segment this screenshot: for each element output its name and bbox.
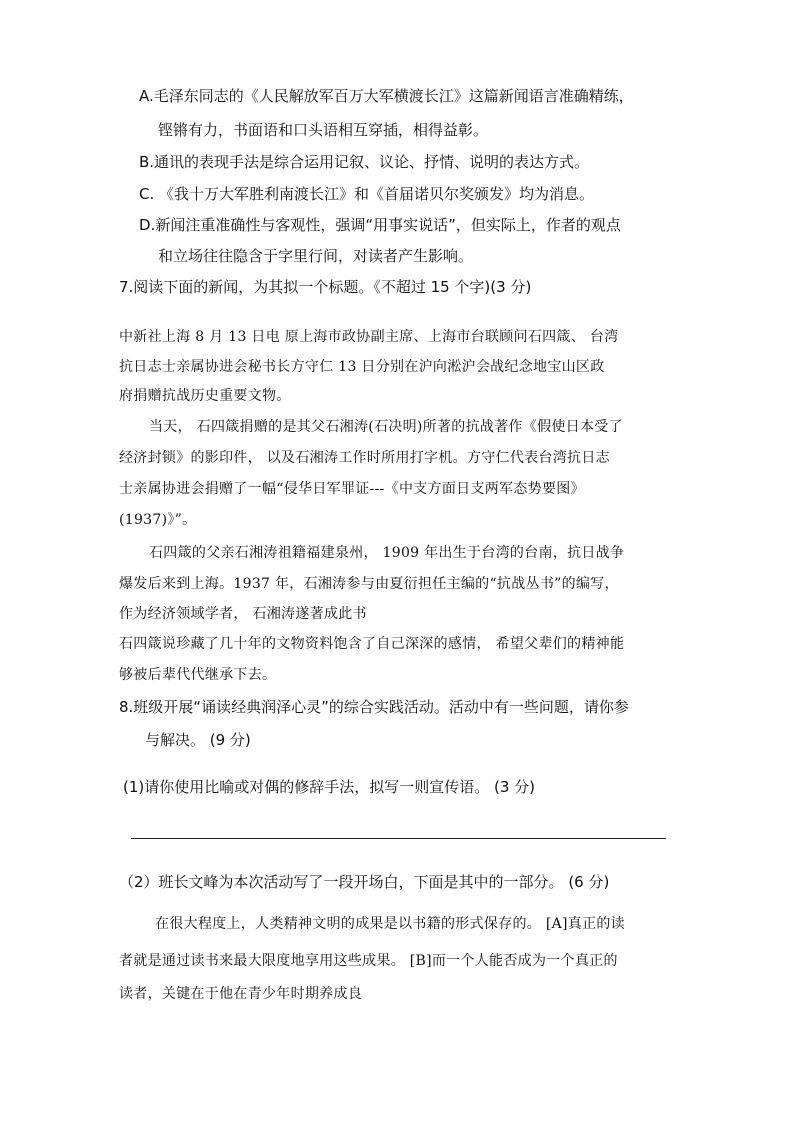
news-line: 够被后辈代代继承下去。 [119,667,277,683]
option-a-line-1: A.毛泽东同志的《人民解放军百万大军横渡长江》这篇新闻语言准确精练， [139,87,634,105]
question-8-prompt-line-1: 8.班级开展“诵读经典润泽心灵”的综合实践活动。活动中有一些问题，请你参 [119,698,629,716]
option-c: C. 《我十万大军胜利南渡长江》和《首届诺贝尔奖颁发》均为消息。 [139,185,595,203]
question-8-prompt-line-2: 与解决。 (9 分) [145,731,251,749]
option-b: B.通讯的表现手法是综合运用记叙、议论、抒情、说明的表达方式。 [139,153,590,171]
passage-line: 读者，关键在于他在青少年时期养成良 [119,986,363,1002]
news-line: 石四箴说珍藏了几十年的文物资料饱含了自己深深的感情， 希望父辈们的精神能 [119,636,625,652]
news-line: 石四箴的父亲石湘涛祖籍福建泉州， 1909 年出生于台湾的台南，抗日战争 [149,545,625,561]
option-a-line-2: 铿锵有力，书面语和口头语相互穿插，相得益彰。 [158,121,489,139]
news-line: 当天， 石四箴捐赠的是其父石湘涛(石决明)所著的抗战著作《假使日本受了 [149,419,623,435]
news-line: 府捐赠抗战历史重要文物。 [119,388,291,404]
question-8-sub-1: (1)请你使用比喻或对偶的修辞手法，拟写一则宣传语。 (3 分) [123,778,536,796]
option-d-line-1: D.新闻注重准确性与客观性，强调“用事实说话”，但实际上，作者的观点 [139,216,621,234]
news-line: (1937)》”。 [119,512,197,528]
question-7-prompt: 7.阅读下面的新闻，为其拟一个标题。《不超过 15 个字)(3 分) [119,278,532,296]
news-line: 爆发后来到上海。1937 年，石湘涛参与由夏衍担任主编的“抗战丛书”的编写， [119,576,619,592]
news-line: 中新社上海 8 月 13 日电 原上海市政协副主席、上海市台联顾问石四箴、 台湾 [119,329,619,345]
passage-line: 在很大程度上，人类精神文明的成果是以书籍的形式保存的。 [A]真正的读 [155,916,625,932]
news-line: 作为经济领域学者， 石湘涛遂著成此书 [119,606,367,622]
news-line: 士亲属协进会捐赠了一幅“侵华日军罪证---《中支方面日支两军态势要图》 [119,481,585,497]
option-d-line-2: 和立场往往隐含于字里行间，对读者产生影响。 [158,247,474,265]
answer-blank-line[interactable] [131,838,666,839]
news-line: 经济封锁》的影印件， 以及石湘涛工作时所用打字机。方守仁代表台湾抗日志 [119,450,610,466]
passage-line: 者就是通过读书来最大限度地享用这些成果。 [B]而一个人能否成为一个真正的 [119,953,618,969]
news-line: 抗日志士亲属协进会秘书长方守仁 13 日分别在沪向淞沪会战纪念地宝山区政 [119,359,605,375]
question-8-sub-2: （2）班长文峰为本次活动写了一段开场白，下面是其中的一部分。 (6 分) [119,873,610,891]
